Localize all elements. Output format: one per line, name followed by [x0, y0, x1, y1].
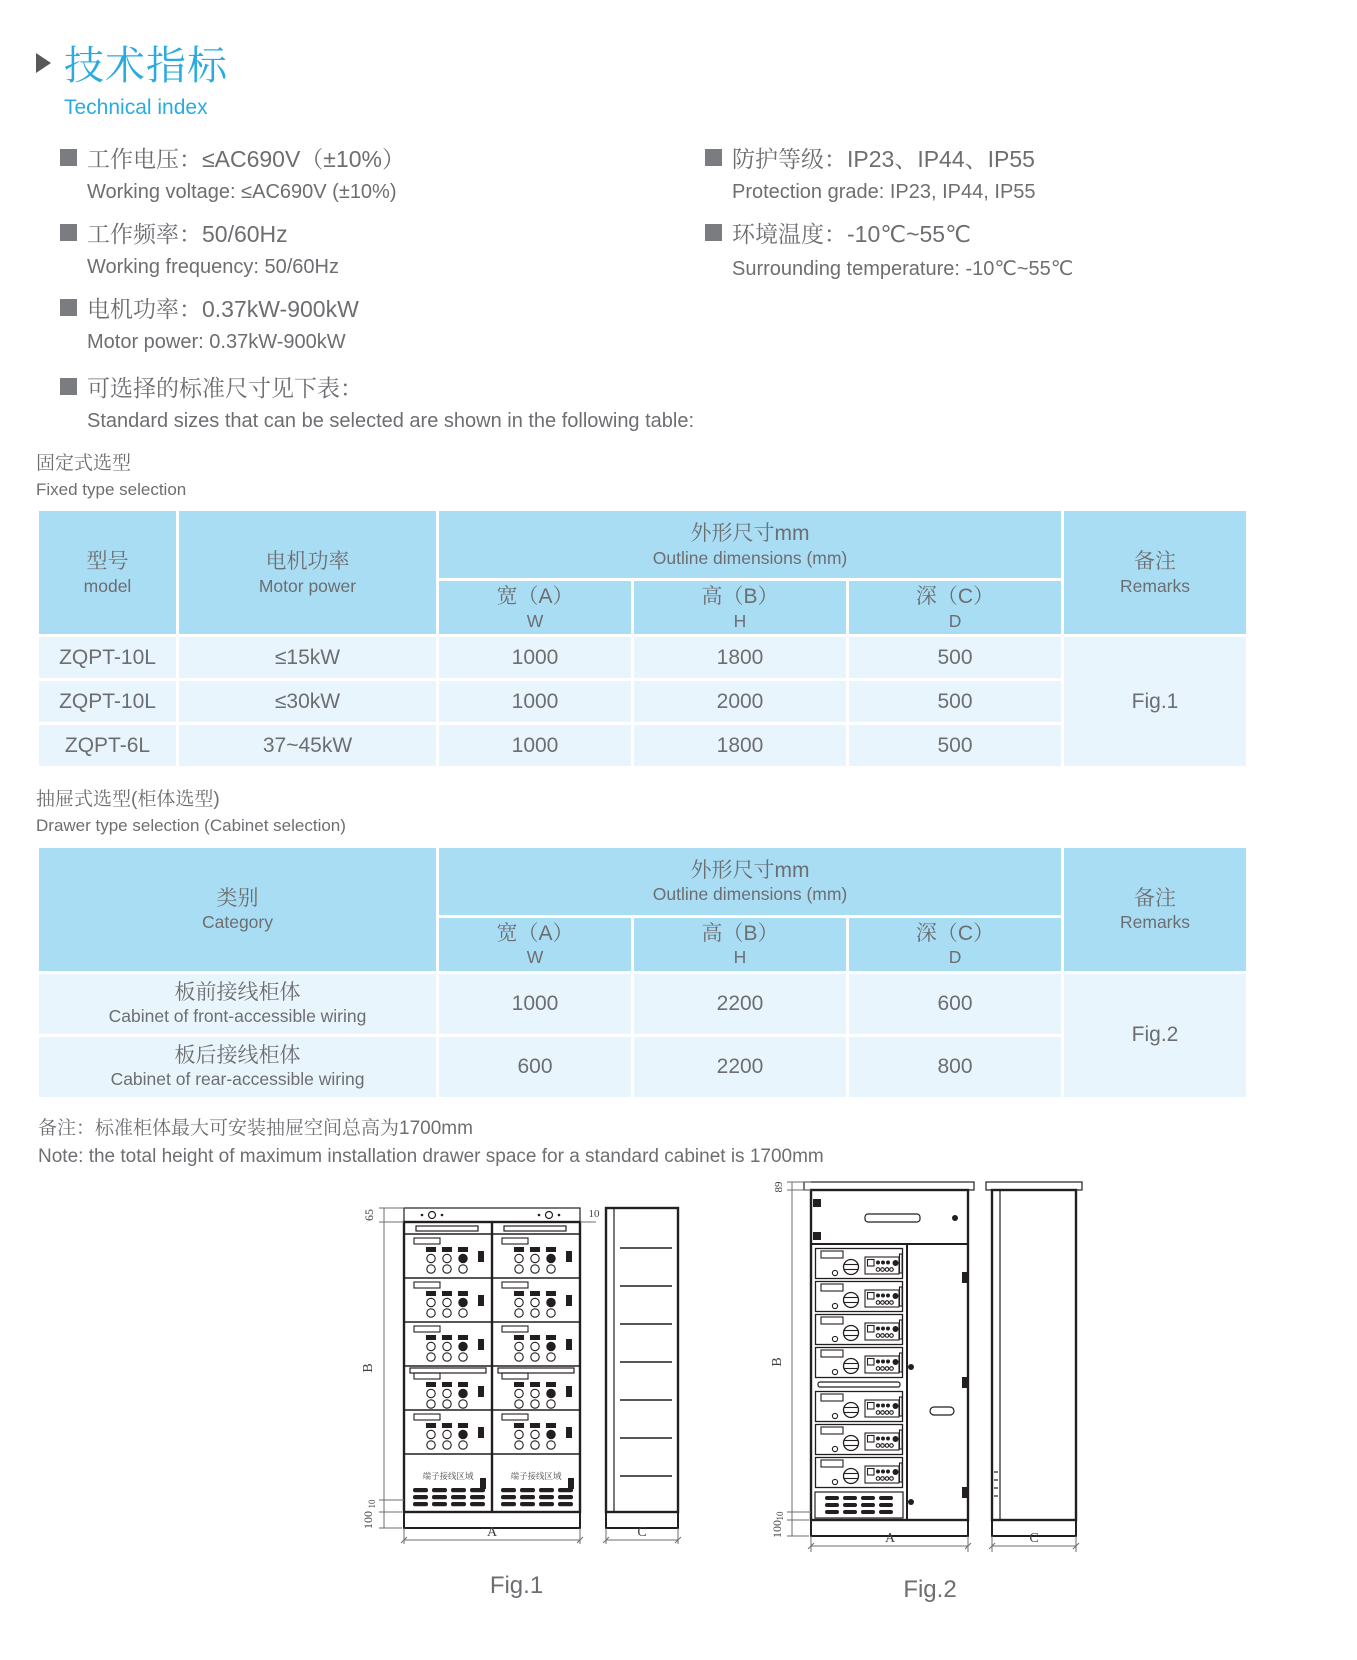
- col-header-depth: [848, 580, 1063, 636]
- specs-column-right: [705, 140, 1073, 365]
- cell-depth: 800: [848, 1035, 1063, 1098]
- header-text: W: [526, 610, 544, 631]
- header-text: Outline dimensions (mm): [652, 883, 848, 904]
- fig1-dimension-lines: [379, 1208, 681, 1544]
- spec-text-cn: 防护等级：IP23、IP44、IP55: [732, 145, 1035, 172]
- fig1-dim-plinth: 100: [361, 1511, 375, 1529]
- col-header-model: [38, 510, 178, 636]
- fig1-dim-small: 10: [367, 1499, 377, 1509]
- spec-text-en: Protection grade: IP23, IP44, IP55: [732, 181, 1036, 203]
- footnote: [38, 1115, 1357, 1172]
- fig2-dim-depth: C: [1029, 1531, 1039, 1546]
- header-text: Category: [201, 911, 273, 932]
- col-header-remarks: [1063, 846, 1248, 972]
- cell-category: [38, 1035, 438, 1098]
- cell-power: 37~45kW: [178, 724, 438, 768]
- cell-remark: Fig.1: [1063, 636, 1248, 768]
- cell-width: 1000: [438, 636, 633, 680]
- fig1-dim-top-right: 10: [588, 1208, 600, 1220]
- cell-text-en: Cabinet of front-accessible wiring: [108, 1006, 367, 1027]
- fixed-type-section-label: [36, 451, 1357, 501]
- figure-1: [344, 1202, 689, 1600]
- fig1-dim-height: B: [361, 1363, 376, 1373]
- cell-height: 2000: [633, 680, 848, 724]
- header-text: 外形尺寸mm: [690, 858, 810, 882]
- header-text: 备注: [1134, 886, 1177, 910]
- fig2-caption: Fig.2: [903, 1576, 957, 1603]
- fig1-dim-top: 65: [362, 1209, 376, 1221]
- fig1-caption: Fig.1: [489, 1572, 544, 1599]
- header-text: 深（C）: [915, 921, 995, 945]
- page-title: 技术指标: [64, 44, 228, 88]
- header-text: D: [948, 610, 962, 631]
- bullet-square-icon: [60, 378, 77, 395]
- spec-surrounding-temperature: [705, 215, 1073, 292]
- spec-text-cn: 环境温度：-10℃~55℃: [732, 220, 971, 247]
- header-text: Remarks: [1120, 911, 1191, 932]
- page-subtitle: Technical index: [64, 96, 208, 119]
- specs-section: [60, 140, 1357, 365]
- cell-depth: 500: [848, 636, 1063, 680]
- fig2-dim-width: A: [884, 1531, 896, 1546]
- header-text: 备注: [1134, 550, 1177, 574]
- cell-text-cn: 板后接线柜体: [174, 1044, 301, 1068]
- cell-depth: 500: [848, 724, 1063, 768]
- cell-remark: Fig.2: [1063, 972, 1248, 1098]
- col-header-outline-dimensions: [438, 510, 1063, 580]
- spec-motor-power: [60, 290, 705, 365]
- col-header-width: [438, 580, 633, 636]
- cell-model: ZQPT-10L: [38, 680, 178, 724]
- header-text: 宽（A）: [496, 921, 574, 945]
- cell-depth: 600: [848, 972, 1063, 1035]
- cell-width: 1000: [438, 972, 633, 1035]
- header-text: 宽（A）: [496, 585, 574, 609]
- fig2-side-view: [986, 1182, 1082, 1536]
- section-label-cn: 抽屉式选型(柜体选型): [36, 789, 220, 811]
- cell-power: ≤30kW: [178, 680, 438, 724]
- spec-text-cn: 工作频率：50/60Hz: [87, 220, 288, 247]
- col-header-motor-power: [178, 510, 438, 636]
- page-header: [0, 0, 1357, 120]
- footnote-en: Note: the total height of maximum installation drawer space for a standard cabinet is 1700mm: [38, 1146, 824, 1168]
- header-text: Motor power: [258, 575, 357, 596]
- spec-working-frequency: [60, 215, 705, 290]
- cell-text-en: Cabinet of rear-accessible wiring: [110, 1069, 365, 1090]
- header-text: 类别: [216, 886, 259, 910]
- bullet-square-icon: [60, 299, 77, 316]
- col-header-width: [438, 916, 633, 972]
- section-arrow-icon: [36, 53, 51, 73]
- fig1-dim-depth: C: [637, 1525, 647, 1540]
- fig1-side-view: [606, 1208, 678, 1528]
- cell-width: 600: [438, 1035, 633, 1098]
- header-text: 高（B）: [701, 921, 779, 945]
- spec-text-en: Standard sizes that can be selected are shown in the following table:: [87, 410, 695, 432]
- specs-column-left: [60, 140, 705, 365]
- header-text: 型号: [86, 550, 129, 574]
- cell-model: ZQPT-6L: [38, 724, 178, 768]
- drawer-type-table: [36, 845, 1249, 1100]
- spec-text-en: Working voltage: ≤AC690V (±10%): [87, 181, 397, 203]
- col-header-outline-dimensions: [438, 846, 1063, 916]
- figure-2: [770, 1172, 1090, 1604]
- cell-height: 2200: [633, 1035, 848, 1098]
- section-label-en: Fixed type selection: [36, 479, 187, 499]
- section-label-en: Drawer type selection (Cabinet selection): [36, 815, 346, 835]
- header-text: W: [526, 946, 544, 967]
- section-label-cn: 固定式选型: [36, 453, 132, 474]
- spec-working-voltage: [60, 140, 705, 215]
- header-text: Outline dimensions (mm): [652, 547, 848, 568]
- cell-height: 1800: [633, 724, 848, 768]
- bullet-square-icon: [60, 149, 77, 166]
- header-text: 电机功率: [265, 550, 350, 574]
- footnote-cn: 备注：标准柜体最大可安装抽屉空间总高为1700mm: [38, 1117, 473, 1139]
- col-header-depth: [848, 916, 1063, 972]
- header-text: 外形尺寸mm: [690, 522, 810, 546]
- table-row: [38, 972, 1248, 1035]
- cell-height: 2200: [633, 972, 848, 1035]
- table-row: [38, 636, 1248, 680]
- header-text: H: [733, 946, 747, 967]
- header-text: model: [83, 575, 132, 596]
- cell-model: ZQPT-10L: [38, 636, 178, 680]
- fig2-dim-plinth: 100: [770, 1520, 784, 1538]
- bullet-square-icon: [60, 224, 77, 241]
- col-header-remarks: [1063, 510, 1248, 636]
- header-text: D: [948, 946, 962, 967]
- fig2-dim-small: 10: [775, 1511, 785, 1521]
- header-text: H: [733, 610, 747, 631]
- header-text: Remarks: [1120, 575, 1191, 596]
- fig2-dim-top: 89: [773, 1181, 785, 1193]
- cell-depth: 500: [848, 680, 1063, 724]
- cell-width: 1000: [438, 680, 633, 724]
- spec-protection-grade: [705, 140, 1073, 215]
- header-text: 高（B）: [701, 585, 779, 609]
- spec-text-en: Motor power: 0.37kW-900kW: [87, 331, 346, 353]
- spec-text-cn: 工作电压：≤AC690V（±10%）: [87, 145, 405, 172]
- spec-text-en: Surrounding temperature: -10℃~55℃: [732, 258, 1074, 280]
- fig2-dim-height: B: [770, 1357, 785, 1367]
- cell-text-cn: 板前接线柜体: [174, 981, 301, 1005]
- fig1-dim-width: A: [486, 1525, 498, 1540]
- cell-height: 1800: [633, 636, 848, 680]
- fig1-cabinet-drawing: 端子接线区域 65 B 10 100 A C 10: [344, 1202, 689, 1550]
- spec-text-cn: 可选择的标准尺寸见下表：: [87, 374, 363, 401]
- spec-standard-sizes: [60, 369, 1357, 433]
- bullet-square-icon: [705, 149, 722, 166]
- col-header-category: [38, 846, 438, 972]
- drawer-type-section-label: [36, 787, 1357, 837]
- cell-power: ≤15kW: [178, 636, 438, 680]
- col-header-height: [633, 580, 848, 636]
- bullet-square-icon: [705, 224, 722, 241]
- fixed-type-table: [36, 508, 1249, 769]
- col-header-height: [633, 916, 848, 972]
- header-text: 深（C）: [915, 585, 995, 609]
- spec-text-en: Working frequency: 50/60Hz: [87, 256, 339, 278]
- cell-category: [38, 972, 438, 1035]
- spec-text-cn: 电机功率：0.37kW-900kW: [87, 295, 359, 322]
- fig2-cabinet-drawing: [770, 1172, 1090, 1554]
- cell-width: 1000: [438, 724, 633, 768]
